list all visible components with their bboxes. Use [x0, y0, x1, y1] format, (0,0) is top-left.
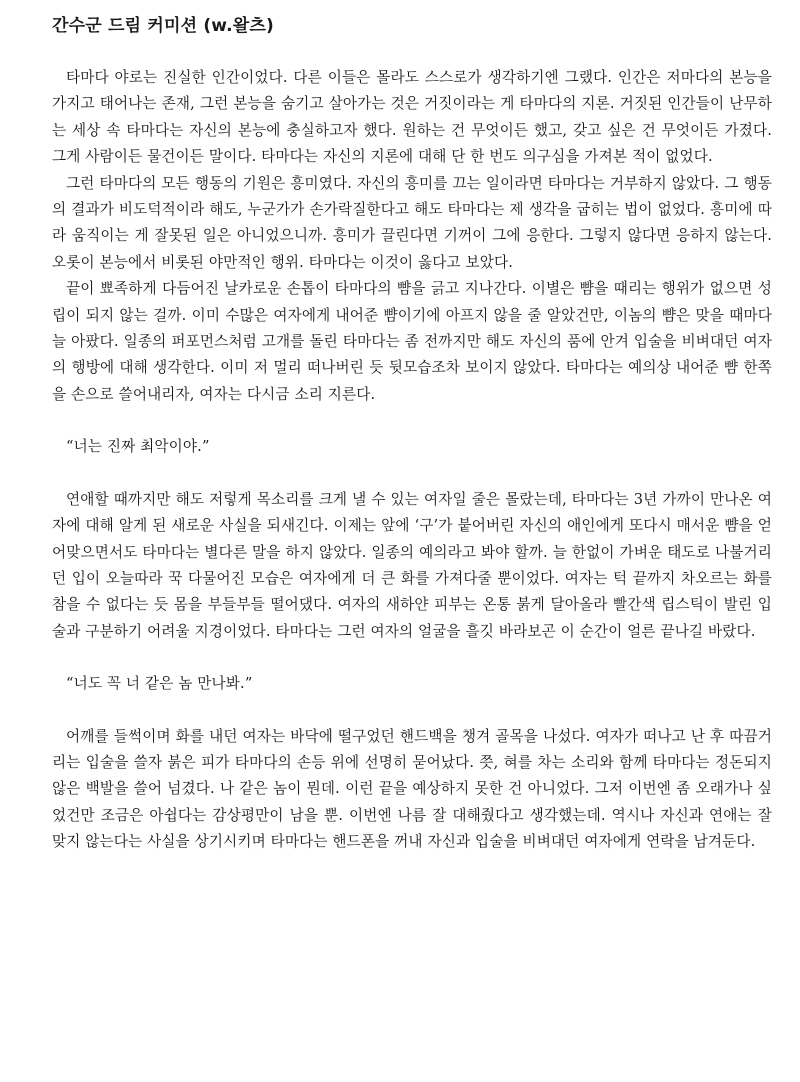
document-title: 간수군 드림 커미션 (w.왈츠): [52, 16, 274, 36]
paragraph-1: 타마다 야로는 진실한 인간이었다. 다른 이들은 몰라도 스스로가 생각하기엔 그랬다. 인간은 저마다의 본능을 가지고 태어나는 존재, 그런 본능을 숨기고 살아가는 것은 거짓이라는 게 타마다의 지론. 거짓된 인간들이 난무하는 세상 속 타마다는 자신의 본능에 충실하고자 했다. 원하는 건 무엇이든 했고, 갖고 싶은 건 무엇이든 가졌다. 그게 사람이든 물건이든 말이다. 타마다는 자신의 지론에 대해 단 한 번도 의구심을 가져본 적이 없었다.: [52, 69, 772, 166]
paragraph-2: 그런 타마다의 모든 행동의 기원은 흥미였다. 자신의 흥미를 끄는 일이라면 타마다는 거부하지 않았다. 그 행동의 결과가 비도덕적이라 해도, 누군가가 손가락질한다고 해도 타마다는 제 생각을 굽히는 법이 없었다. 흥미에 따라 움직이는 게 잘못된 일은 아니었으니까. 흥미가 끌린다면 기꺼이 그에 응한다. 그렇지 않다면 응하지 않는다. 오롯이 본능에서 비롯된 야만적인 행위. 타마다는 이것이 옳다고 보았다.: [52, 174, 772, 271]
paragraph-5: 어깨를 들썩이며 화를 내던 여자는 바닥에 떨구었던 핸드백을 챙겨 골목을 나섰다. 여자가 떠나고 난 후 따끔거리는 입술을 쓸자 붉은 피가 타마다의 손등 위에 선명히 묻어났다. 쯧, 혀를 차는 소리와 함께 타마다는 정돈되지 않은 백발을 쓸어 넘겼다. 나 같은 놈이 뭔데. 이런 끝을 예상하지 못한 건 아니었다. 그저 이번엔 좀 오래가나 싶었건만 조금은 아쉽다는 감상평만이 남을 뿐. 이번엔 나름 잘 대해줬다고 생각했는데. 역시나 자신과 연애는 잘 맞지 않는다는 사실을 상기시키며 타마다는 핸드폰을 꺼내 자신과 입술을 비벼대던 여자에게 연락을 남겨둔다.: [52, 727, 772, 851]
dialogue-quote-2: “너도 꼭 너 같은 놈 만나봐.”: [66, 675, 253, 693]
document-page: [52, 14, 772, 856]
paragraph-3: 끝이 뾰족하게 다듬어진 날카로운 손톱이 타마다의 뺨을 긁고 지나간다. 이별은 뺨을 때리는 행위가 없으면 성립이 되지 않는 걸까. 이미 수많은 여자에게 내어준 뺨이기에 아프지 않을 줄 알았건만, 이놈의 뺨은 맞을 때마다 늘 아팠다. 일종의 퍼포먼스처럼 고개를 돌린 타마다는 좀 전까지만 해도 자신의 품에 안겨 입술을 비벼대던 여자의 행방에 대해 생각한다. 이미 저 멀리 떠나버린 듯 뒷모습조차 보이지 않았다. 타마다는 예의상 내어준 뺨 한쪽을 손으로 쓸어내리자, 여자는 다시금 소리 지른다.: [52, 280, 772, 403]
dialogue-quote-1: “너는 진짜 최악이야.”: [66, 438, 210, 456]
paragraph-4: 연애할 때까지만 해도 저렇게 목소리를 크게 낼 수 있는 여자일 줄은 몰랐는데, 타마다는 3년 가까이 만나온 여자에 대해 알게 된 새로운 사실을 되새긴다. 이제는 앞에 ‘구’가 붙어버린 자신의 애인에게 또다시 매서운 뺨을 얻어맞으면서도 타마다는 별다른 말을 하지 않았다. 일종의 예의라고 봐야 할까. 늘 한없이 가벼운 태도로 나불거리던 입이 오늘따라 꾹 다물어진 모습은 여자에게 더 큰 화를 가져다줄 뿐이었다. 여자는 턱 끝까지 차오르는 화를 참을 수 없다는 듯 몸을 부들부들 떨어댔다. 여자의 새하얀 피부는 온통 붉게 달아올라 빨간색 립스틱이 발린 입술과 구분하기 어려울 지경이었다. 타마다는 그런 여자의 얼굴을 흘깃 바라보곤 이 순간이 얼른 끝나길 바랐다.: [52, 490, 772, 640]
